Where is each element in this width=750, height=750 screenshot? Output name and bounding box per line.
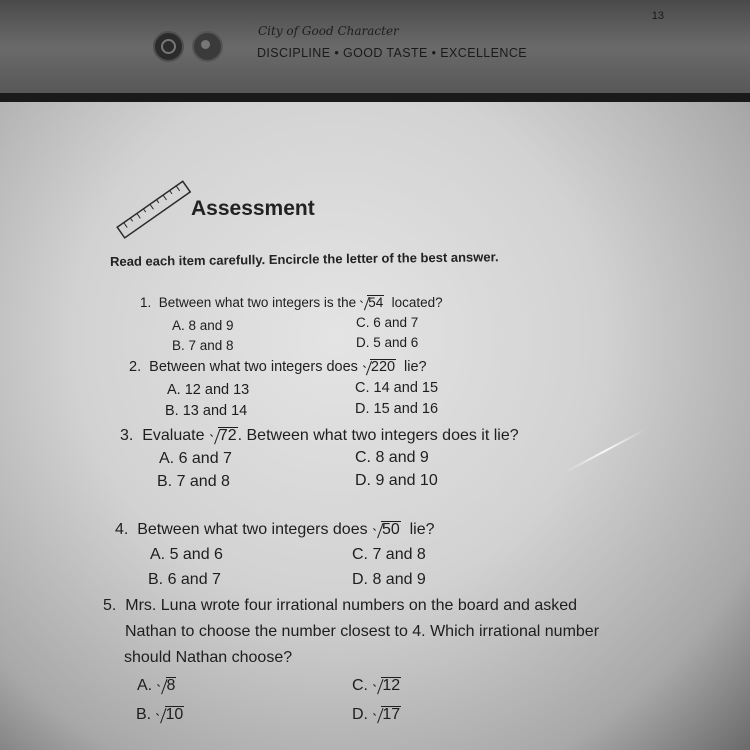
question-number: 2.: [129, 359, 142, 375]
choice-5b: [136, 706, 184, 724]
question-text: Evaluate: [142, 427, 205, 444]
question-text-end: located?: [391, 295, 443, 310]
choice-letter: B.: [136, 706, 152, 723]
question-text: Mrs. Luna wrote four irrational numbers on the board and asked: [125, 597, 578, 614]
choice-3b: B. 7 and 8: [157, 473, 230, 490]
school-seal-icon: [192, 31, 223, 62]
question-2: [129, 359, 427, 375]
choice-5d: [352, 706, 401, 724]
choice-3c: C. 8 and 9: [355, 449, 429, 466]
radicand: 50: [381, 521, 400, 538]
radicand: 12: [382, 677, 401, 694]
question-text-end: lie?: [404, 359, 427, 375]
question-text-end: . Between what two integers does it lie?: [237, 427, 519, 444]
choice-1d: D. 5 and 6: [356, 335, 419, 350]
square-root: [157, 677, 177, 695]
radicand: 8: [166, 677, 176, 694]
radicand: 17: [382, 706, 401, 723]
question-text: Between what two integers does: [137, 521, 368, 538]
radicand: 10: [165, 706, 184, 723]
choice-1c: C. 6 and 7: [356, 315, 419, 330]
page-number: 13: [651, 10, 664, 22]
choice-4b: B. 6 and 7: [148, 571, 221, 588]
question-number: 4.: [115, 521, 129, 538]
question-number: 3.: [120, 427, 134, 444]
radicand: 54: [368, 295, 384, 310]
question-text: Between what two integers does: [149, 359, 358, 375]
question-4: [115, 521, 435, 539]
question-number: 5.: [103, 597, 117, 614]
question-number: 1.: [140, 295, 152, 310]
choice-2c: C. 14 and 15: [355, 380, 439, 396]
radicand: 220: [370, 359, 396, 375]
question-1: [140, 295, 443, 310]
header-rule: [0, 93, 750, 102]
square-root: [372, 677, 401, 695]
instructions: Read each item carefully. Encircle the letter of the best answer.: [110, 249, 499, 269]
choice-2d: D. 15 and 16: [355, 401, 439, 417]
question-text-end: lie?: [409, 521, 435, 538]
choice-4d: D. 8 and 9: [352, 571, 426, 588]
choice-5c: [352, 677, 401, 695]
question-3: [120, 427, 519, 445]
square-root: [372, 521, 401, 539]
choice-4a: A. 5 and 6: [150, 546, 223, 563]
header-script-motto: City of Good Character: [258, 24, 399, 38]
question-5-line-2: Nathan to choose the number closest to 4. Which irrational number: [125, 623, 600, 640]
choice-letter: D.: [352, 706, 368, 723]
choice-2b: B. 13 and 14: [165, 403, 248, 419]
square-root: [209, 427, 238, 445]
choice-5a: [137, 677, 176, 695]
square-root: [362, 359, 396, 375]
choice-3a: A. 6 and 7: [159, 450, 232, 467]
assessment-title: Assessment: [191, 197, 315, 220]
choice-2a: A. 12 and 13: [167, 382, 250, 398]
square-root: [372, 706, 401, 724]
question-5-line-3: should Nathan choose?: [124, 649, 293, 666]
city-seal-icon: [153, 31, 184, 62]
square-root: [360, 295, 384, 310]
radicand: 72: [218, 427, 237, 444]
choice-4c: C. 7 and 8: [352, 546, 426, 563]
question-text: Between what two integers is the: [158, 295, 357, 310]
choice-letter: C.: [352, 677, 368, 694]
question-5: [103, 597, 577, 615]
ruler-icon: [112, 180, 197, 240]
choice-1a: A. 8 and 9: [172, 318, 234, 333]
choice-3d: D. 9 and 10: [355, 472, 438, 489]
square-root: [156, 706, 185, 724]
choice-letter: A.: [137, 677, 153, 694]
header-motto: DISCIPLINE • GOOD TASTE • EXCELLENCE: [257, 46, 527, 60]
light-glare: [565, 429, 645, 473]
choice-1b: B. 7 and 8: [172, 338, 234, 353]
